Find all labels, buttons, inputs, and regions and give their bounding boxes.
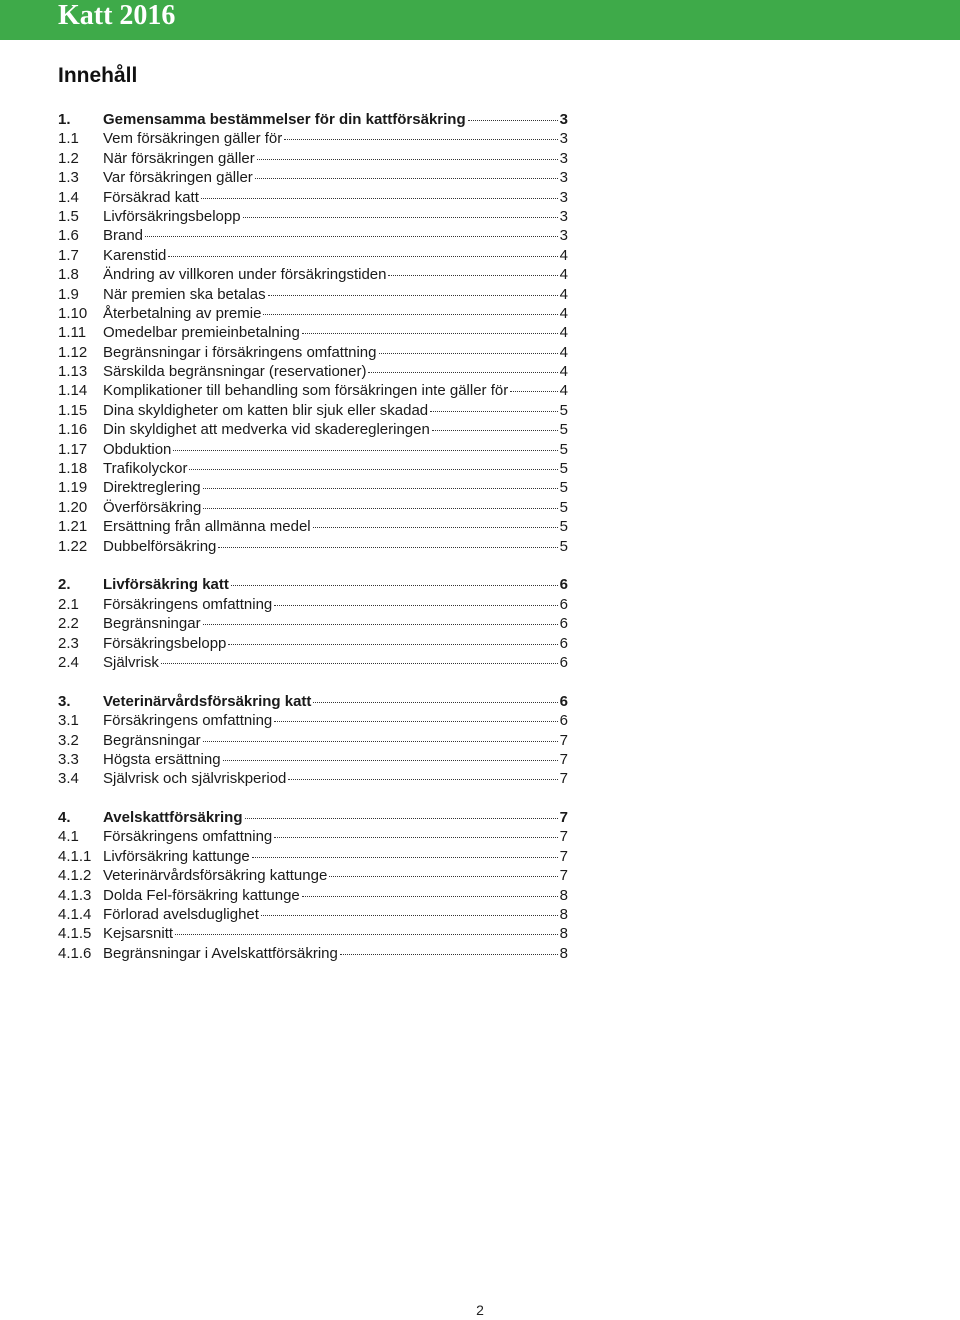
toc-row[interactable] — [58, 343, 568, 362]
toc-page-number: 7 — [559, 750, 568, 768]
toc-title: När försäkringen gäller — [103, 149, 255, 167]
toc-page-number: 8 — [559, 944, 568, 962]
toc-page-number: 7 — [559, 847, 568, 865]
toc-dot-leader — [313, 702, 557, 703]
toc-number: 2.4 — [58, 653, 79, 671]
toc-title: Omedelbar premieinbetalning — [103, 324, 300, 342]
toc-title: Begränsningar — [103, 615, 201, 633]
toc-dot-leader — [274, 837, 557, 838]
toc-page-number: 4 — [559, 304, 568, 322]
toc-title: Livförsäkring kattunge — [103, 847, 250, 865]
toc-section-row[interactable] — [58, 692, 568, 711]
toc-title: Särskilda begränsningar (reservationer) — [103, 363, 367, 381]
toc-number: 1.8 — [58, 266, 79, 284]
toc-number: 4.1.3 — [58, 886, 92, 904]
toc-number: 3.3 — [58, 750, 79, 768]
toc-page-number: 3 — [559, 227, 568, 245]
toc-dot-leader — [223, 760, 558, 761]
toc-page-number: 4 — [559, 363, 568, 381]
toc-page-number: 6 — [559, 653, 568, 671]
toc-dot-leader — [245, 818, 558, 819]
toc-title: Ändring av villkoren under försäkringstiden — [103, 266, 387, 284]
toc-title: Ersättning från allmänna medel — [103, 518, 311, 536]
toc-dot-leader — [288, 779, 557, 780]
toc-dot-leader — [284, 139, 557, 140]
toc-row[interactable] — [58, 827, 568, 846]
toc-dot-leader — [203, 624, 558, 625]
toc-dot-leader — [203, 488, 558, 489]
toc-dot-leader — [203, 741, 558, 742]
toc-dot-leader — [201, 198, 558, 199]
toc-page-number: 5 — [559, 518, 568, 536]
toc-page-number: 7 — [559, 809, 568, 827]
toc-row[interactable] — [58, 323, 568, 342]
toc-number: 4.1.5 — [58, 925, 92, 943]
toc-number: 1.9 — [58, 285, 79, 303]
toc-title: Försäkringens omfattning — [103, 828, 273, 846]
toc-row[interactable] — [58, 847, 568, 866]
table-of-contents — [58, 110, 568, 963]
toc-dot-leader — [145, 236, 558, 237]
page-number: 2 — [476, 1302, 484, 1318]
toc-number: 4.1.4 — [58, 906, 92, 924]
toc-page-number: 5 — [559, 498, 568, 516]
toc-title: När premien ska betalas — [103, 285, 266, 303]
toc-row[interactable] — [58, 440, 568, 459]
toc-row[interactable] — [58, 246, 568, 265]
toc-row[interactable] — [58, 401, 568, 420]
toc-number: 1.3 — [58, 169, 79, 187]
toc-number: 1.2 — [58, 149, 79, 167]
toc-row[interactable] — [58, 362, 568, 381]
toc-page-number: 5 — [559, 479, 568, 497]
toc-row[interactable] — [58, 265, 568, 284]
toc-dot-leader — [261, 915, 558, 916]
header-banner — [0, 0, 960, 40]
toc-number: 1.10 — [58, 304, 88, 322]
toc-number: 1.1 — [58, 130, 79, 148]
toc-row[interactable] — [58, 285, 568, 304]
toc-dot-leader — [510, 391, 557, 392]
toc-number: 2.3 — [58, 634, 79, 652]
toc-row[interactable] — [58, 769, 568, 788]
toc-page-number: 7 — [559, 828, 568, 846]
toc-dot-leader — [228, 644, 557, 645]
toc-title: Obduktion — [103, 440, 172, 458]
toc-page-number: 6 — [559, 595, 568, 613]
toc-page-number: 3 — [559, 169, 568, 187]
toc-number: 3.1 — [58, 712, 79, 730]
toc-number: 1.18 — [58, 460, 88, 478]
toc-number: 1.11 — [58, 324, 87, 342]
toc-number: 1. — [58, 111, 71, 128]
toc-dot-leader — [379, 353, 558, 354]
toc-title: Dina skyldigheter om katten blir sjuk eller skadad — [103, 401, 429, 419]
toc-title: Återbetalning av premie — [103, 304, 262, 322]
toc-dot-leader — [168, 256, 557, 257]
toc-page-number: 3 — [559, 111, 568, 128]
toc-row[interactable] — [58, 866, 568, 885]
toc-dot-leader — [302, 333, 558, 334]
toc-title: Brand — [103, 227, 144, 245]
toc-page-number: 7 — [559, 731, 568, 749]
toc-number: 1.21 — [58, 518, 88, 536]
toc-row[interactable] — [58, 226, 568, 245]
toc-dot-leader — [313, 527, 558, 528]
toc-page-number: 4 — [559, 324, 568, 342]
toc-title: Försäkringsbelopp — [103, 634, 227, 652]
toc-row[interactable] — [58, 498, 568, 517]
toc-row[interactable] — [58, 595, 568, 614]
toc-title: Försäkringens omfattning — [103, 712, 273, 730]
toc-title: Dubbelförsäkring — [103, 537, 217, 555]
toc-row[interactable] — [58, 420, 568, 439]
toc-page-number: 8 — [559, 925, 568, 943]
toc-row[interactable] — [58, 381, 568, 400]
toc-page-number: 5 — [559, 401, 568, 419]
toc-dot-leader — [243, 217, 558, 218]
toc-page-number: 4 — [559, 343, 568, 361]
toc-row[interactable] — [58, 905, 568, 924]
toc-dot-leader — [255, 178, 558, 179]
toc-row[interactable] — [58, 634, 568, 653]
toc-page-number: 6 — [559, 634, 568, 652]
toc-dot-leader — [340, 954, 558, 955]
toc-title: Din skyldighet att medverka vid skaderegleringen — [103, 421, 430, 439]
toc-title: Veterinärvårdsförsäkring kattunge — [103, 867, 328, 885]
toc-number: 1.15 — [58, 401, 88, 419]
toc-page-number: 5 — [559, 421, 568, 439]
toc-page-number: 4 — [559, 285, 568, 303]
toc-number: 2. — [58, 576, 71, 594]
toc-title: Kejsarsnitt — [103, 925, 174, 943]
toc-dot-leader — [302, 896, 558, 897]
toc-number: 1.22 — [58, 537, 88, 555]
toc-title: Överförsäkring — [103, 498, 202, 516]
toc-title: Direktreglering — [103, 479, 201, 497]
toc-heading: Innehåll — [58, 64, 138, 87]
toc-dot-leader — [252, 857, 558, 858]
toc-row[interactable] — [58, 459, 568, 478]
toc-title: Gemensamma bestämmelser för din kattförsäkring — [103, 111, 466, 128]
toc-number: 4. — [58, 809, 71, 827]
toc-title: Karenstid — [103, 246, 167, 264]
toc-number: 1.5 — [58, 207, 79, 225]
toc-page-number: 3 — [559, 188, 568, 206]
toc-row[interactable] — [58, 304, 568, 323]
toc-title: Begränsningar i Avelskattförsäkring — [103, 944, 338, 962]
toc-page-number: 4 — [559, 382, 568, 400]
toc-dot-leader — [257, 159, 558, 160]
toc-number: 1.7 — [58, 246, 79, 264]
toc-dot-leader — [173, 450, 557, 451]
toc-page-number: 5 — [559, 537, 568, 555]
toc-row[interactable] — [58, 188, 568, 207]
toc-dot-leader — [329, 876, 557, 877]
toc-title: Begränsningar — [103, 731, 201, 749]
toc-dot-leader — [268, 295, 558, 296]
toc-number: 1.17 — [58, 440, 88, 458]
toc-row[interactable] — [58, 924, 568, 943]
toc-row[interactable] — [58, 750, 568, 769]
toc-number: 1.16 — [58, 421, 88, 439]
toc-dot-leader — [218, 547, 557, 548]
toc-page-number: 3 — [559, 149, 568, 167]
toc-number: 3. — [58, 692, 71, 710]
toc-dot-leader — [189, 469, 557, 470]
toc-row[interactable] — [58, 614, 568, 633]
toc-title: Veterinärvårdsförsäkring katt — [103, 692, 312, 710]
toc-dot-leader — [388, 275, 557, 276]
toc-section-row[interactable] — [58, 808, 568, 827]
toc-dot-leader — [263, 314, 557, 315]
toc-dot-leader — [175, 934, 558, 935]
toc-row[interactable] — [58, 129, 568, 148]
toc-dot-leader — [274, 721, 557, 722]
toc-page-number: 7 — [559, 770, 568, 788]
toc-page-number: 6 — [559, 712, 568, 730]
toc-page-number: 5 — [559, 460, 568, 478]
toc-number: 1.4 — [58, 188, 79, 206]
toc-row[interactable] — [58, 207, 568, 226]
toc-title: Högsta ersättning — [103, 750, 221, 768]
toc-number: 1.13 — [58, 363, 88, 381]
toc-title: Förlorad avelsduglighet — [103, 906, 259, 924]
toc-number: 2.2 — [58, 615, 79, 633]
toc-page-number: 5 — [559, 440, 568, 458]
toc-page-number: 6 — [559, 576, 568, 594]
toc-title: Självrisk och självriskperiod — [103, 770, 287, 788]
toc-number: 4.1.1 — [58, 847, 92, 865]
toc-title: Självrisk — [103, 653, 159, 671]
toc-page-number: 3 — [559, 207, 568, 225]
toc-page-number: 6 — [559, 615, 568, 633]
toc-page-number: 3 — [559, 130, 568, 148]
toc-row[interactable] — [58, 478, 568, 497]
toc-number: 4.1 — [58, 828, 79, 846]
toc-title: Var försäkringen gäller — [103, 169, 253, 187]
toc-row[interactable] — [58, 168, 568, 187]
document-title: Katt 2016 — [58, 0, 176, 31]
toc-dot-leader — [161, 663, 558, 664]
toc-title: Begränsningar i försäkringens omfattning — [103, 343, 377, 361]
toc-title: Dolda Fel-försäkring kattunge — [103, 886, 300, 904]
toc-row[interactable] — [58, 711, 568, 730]
toc-number: 1.6 — [58, 227, 79, 245]
toc-page-number: 8 — [559, 906, 568, 924]
toc-number: 3.4 — [58, 770, 79, 788]
toc-title: Försäkrad katt — [103, 188, 199, 206]
toc-dot-leader — [203, 508, 557, 509]
toc-page-number: 4 — [559, 246, 568, 264]
toc-page-number: 7 — [559, 867, 568, 885]
toc-dot-leader — [274, 605, 557, 606]
toc-section-row[interactable] — [58, 575, 568, 594]
toc-number: 1.14 — [58, 382, 88, 400]
toc-title: Vem försäkringen gäller för — [103, 130, 283, 148]
toc-page-number: 6 — [559, 692, 568, 710]
toc-number: 4.1.6 — [58, 944, 92, 962]
toc-row[interactable] — [58, 149, 568, 168]
toc-page-number: 4 — [559, 266, 568, 284]
toc-row[interactable] — [58, 537, 568, 556]
toc-row[interactable] — [58, 731, 568, 750]
toc-title: Komplikationer till behandling som försäkringen inte gäller för — [103, 382, 509, 400]
toc-number: 1.20 — [58, 498, 88, 516]
toc-title: Livförsäkring katt — [103, 576, 229, 594]
toc-dot-leader — [368, 372, 557, 373]
toc-row[interactable] — [58, 517, 568, 536]
toc-page-number: 8 — [559, 886, 568, 904]
toc-dot-leader — [231, 585, 558, 586]
toc-section-row[interactable] — [58, 110, 568, 129]
toc-dot-leader — [468, 120, 558, 121]
toc-dot-leader — [430, 411, 558, 412]
toc-title: Livförsäkringsbelopp — [103, 207, 241, 225]
toc-row[interactable] — [58, 653, 568, 672]
toc-title: Avelskattförsäkring — [103, 809, 243, 827]
toc-number: 1.19 — [58, 479, 88, 497]
toc-number: 3.2 — [58, 731, 79, 749]
toc-row[interactable] — [58, 886, 568, 905]
toc-title: Trafikolyckor — [103, 460, 188, 478]
toc-number: 4.1.2 — [58, 867, 92, 885]
toc-number: 2.1 — [58, 595, 79, 613]
toc-dot-leader — [432, 430, 558, 431]
toc-row[interactable] — [58, 944, 568, 963]
toc-number: 1.12 — [58, 343, 88, 361]
toc-title: Försäkringens omfattning — [103, 595, 273, 613]
